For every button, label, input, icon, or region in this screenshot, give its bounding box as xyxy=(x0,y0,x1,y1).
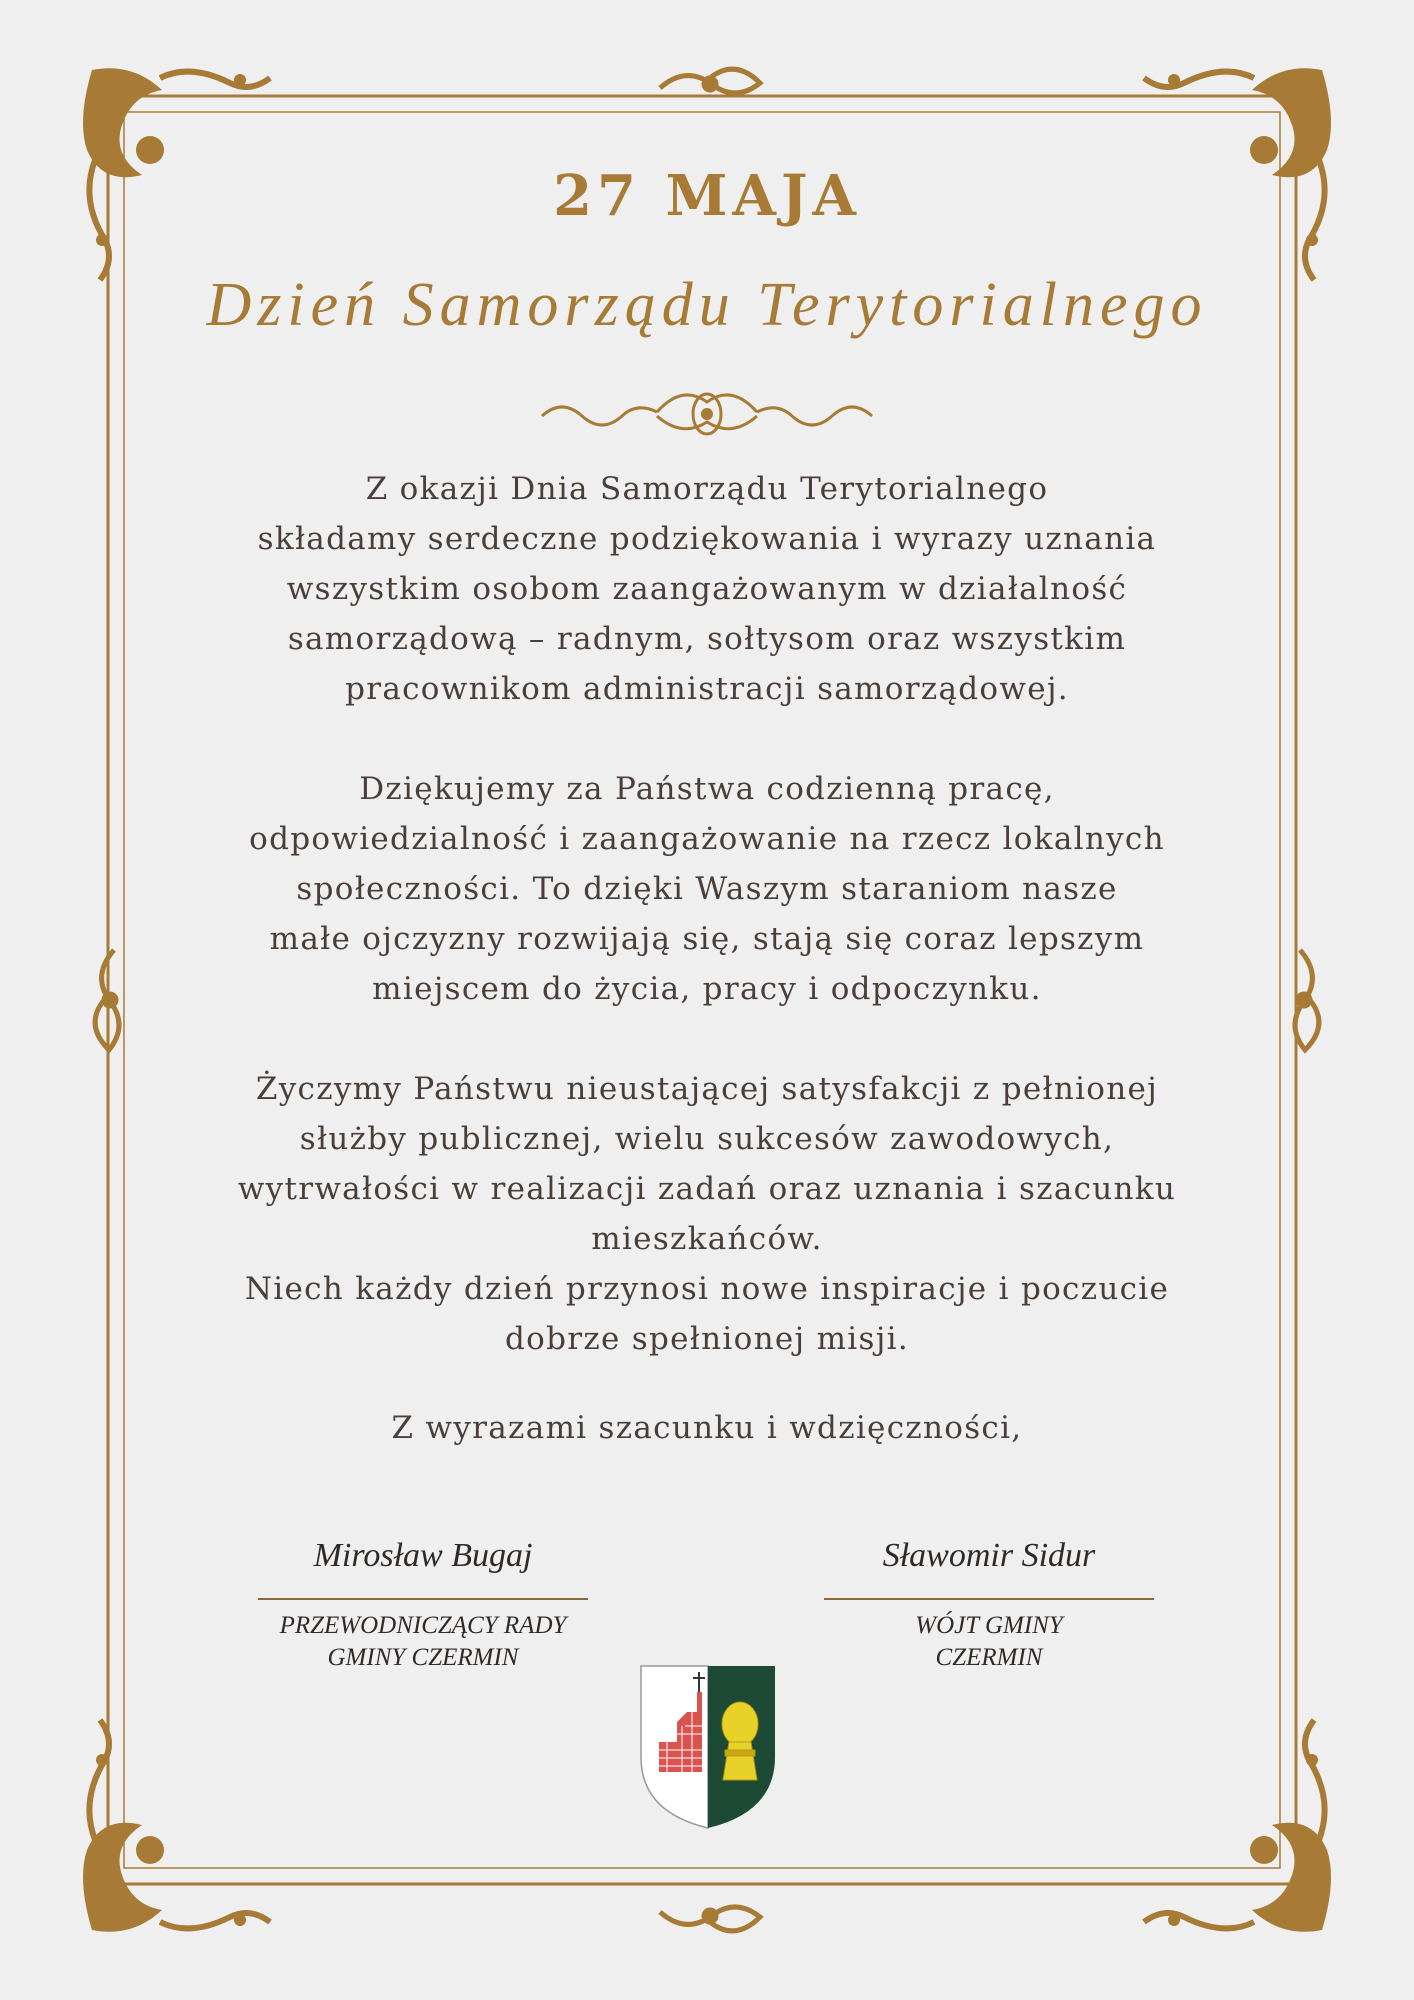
body-line: samorządową – radnym, sołtysom oraz wszystkim xyxy=(287,621,1127,657)
letter-content xyxy=(200,0,1214,2000)
signature-right xyxy=(824,1520,1154,1674)
coat-of-arms-icon xyxy=(637,1662,779,1832)
body-line: małe ojczyzny rozwijają się, stają się coraz lepszym xyxy=(269,921,1145,957)
body-line: wszystkim osobom zaangażowanym w działalność xyxy=(286,571,1128,607)
closing-line: Z wyrazami szacunku i wdzięczności, xyxy=(391,1410,1023,1446)
signature-title-left-line1: PRZEWODNICZĄCY RADY xyxy=(279,1612,567,1639)
body-line: odpowiedzialność i zaangażowanie na rzecz lokalnych xyxy=(249,821,1165,857)
signature-title-left-line2: GMINY CZERMIN xyxy=(327,1644,519,1671)
signature-title-right-line1: WÓJT GMINY xyxy=(915,1612,1063,1639)
ornament-divider xyxy=(532,378,882,448)
page-title: Dzień Samorządu Terytorialnego xyxy=(206,271,1208,339)
body-line: społeczności. To dzięki Waszym staraniom nasze xyxy=(296,871,1118,907)
body-line: Dziękujemy za Państwa codzienną pracę, xyxy=(359,771,1055,807)
signature-left xyxy=(258,1520,588,1674)
body-line: miejscem do życia, pracy i odpoczynku. xyxy=(372,971,1042,1007)
body-line: mieszkańców. xyxy=(591,1221,823,1257)
signature-title-right-line2: CZERMIN xyxy=(935,1644,1043,1671)
body-line: dobrze spełnionej misji. xyxy=(505,1321,909,1357)
body-line: składamy serdeczne podziękowania i wyrazy uznania xyxy=(257,521,1157,557)
body-line: Życzymy Państwu nieustającej satysfakcji z pełnionej xyxy=(255,1071,1159,1107)
body-line: Z okazji Dnia Samorządu Terytorialnego xyxy=(365,471,1049,507)
signature-line xyxy=(824,1598,1154,1600)
body-line: wytrwałości w realizacji zadań oraz uznania i szacunku xyxy=(237,1171,1177,1207)
signature-name-left: Mirosław Bugaj xyxy=(313,1537,533,1574)
signature-line xyxy=(258,1598,588,1600)
body-line: Niech każdy dzień przynosi nowe inspiracje i poczucie xyxy=(244,1271,1170,1307)
page-date-heading: 27 MAJA xyxy=(553,163,861,229)
letter-body xyxy=(200,464,1214,1364)
signature-name-right: Sławomir Sidur xyxy=(882,1537,1096,1574)
body-line: służby publicznej, wielu sukcesów zawodowych, xyxy=(299,1121,1115,1157)
body-line: pracownikom administracji samorządowej. xyxy=(345,671,1069,707)
edge-ornament-right xyxy=(1295,950,1319,1050)
